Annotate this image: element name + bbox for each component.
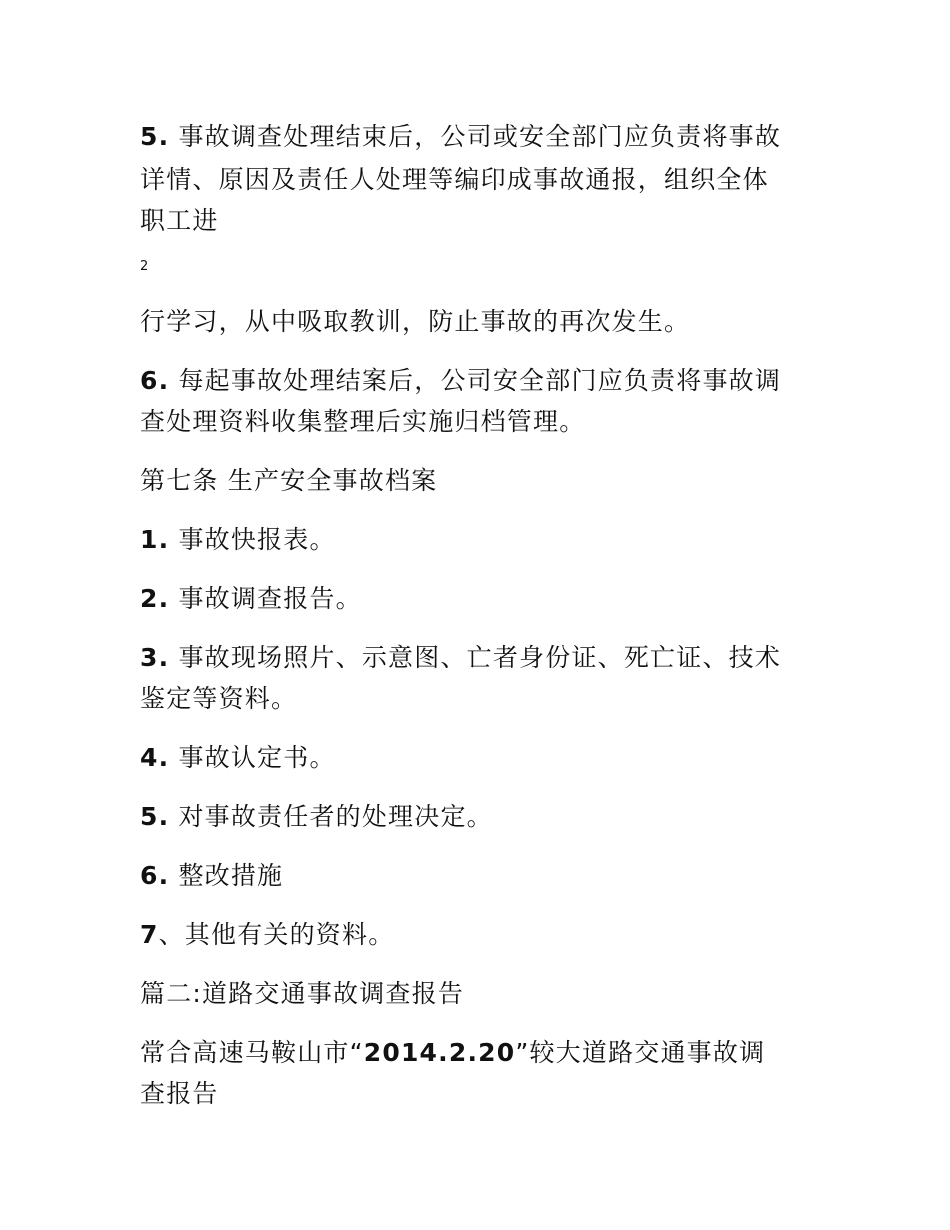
text-line-6 bbox=[140, 401, 585, 442]
text-line-2 bbox=[140, 159, 769, 200]
line-text: 整改措施 bbox=[178, 861, 284, 890]
line-text: 事故快报表。 bbox=[178, 525, 336, 554]
text-line-11 bbox=[140, 678, 297, 719]
list-number: 6. bbox=[140, 366, 170, 395]
section-heading bbox=[140, 460, 437, 501]
line-text: 第七条 生产安全事故档案 bbox=[140, 466, 438, 495]
list-number: 5. bbox=[140, 802, 170, 831]
page-number: 2 bbox=[140, 259, 149, 274]
text-line-5 bbox=[140, 360, 781, 401]
line-text: 详情、原因及责任人处理等编印成事故通报，组织全体 bbox=[140, 165, 769, 194]
line-text: 每起事故处理结案后，公司安全部门应负责将事故调 bbox=[178, 366, 782, 395]
line-text: 事故认定书。 bbox=[178, 743, 336, 772]
text-line-1 bbox=[140, 116, 781, 157]
line-text-post: ”较大道路交通事故调 bbox=[515, 1038, 766, 1067]
list-number: 6. bbox=[140, 861, 170, 890]
line-text: 篇二:道路交通事故调查报告 bbox=[140, 979, 465, 1008]
line-text: 查报告 bbox=[140, 1079, 219, 1108]
text-line-8 bbox=[140, 519, 336, 560]
line-text: 查处理资料收集整理后实施归档管理。 bbox=[140, 407, 586, 436]
text-line-4 bbox=[140, 301, 690, 342]
line-text-pre: 常合高速马鞍山市“ bbox=[140, 1038, 364, 1067]
line-text: 行学习，从中吸取教训，防止事故的再次发生。 bbox=[140, 307, 691, 336]
text-line-14 bbox=[140, 855, 283, 896]
line-text: 事故调查处理结束后，公司或安全部门应负责将事故 bbox=[178, 122, 782, 151]
list-number: 1. bbox=[140, 525, 170, 554]
line-text: 事故现场照片、示意图、亡者身份证、死亡证、技术 bbox=[178, 643, 782, 672]
date-code: 2014.2.20 bbox=[363, 1038, 516, 1067]
text-line-15 bbox=[140, 914, 394, 955]
list-number: 2. bbox=[140, 584, 170, 613]
text-line-9 bbox=[140, 578, 362, 619]
list-number: 7 bbox=[140, 920, 159, 949]
report-title-line-2 bbox=[140, 1073, 219, 1114]
chapter-heading bbox=[140, 973, 464, 1014]
text-line-10 bbox=[140, 637, 781, 678]
text-line-12 bbox=[140, 737, 336, 778]
line-text: 、其他有关的资料。 bbox=[158, 920, 395, 949]
list-number: 5. bbox=[140, 122, 170, 151]
text-line-3 bbox=[140, 200, 219, 241]
line-text: 对事故责任者的处理决定。 bbox=[178, 802, 493, 831]
report-title-line-1 bbox=[140, 1032, 765, 1073]
line-text: 职工进 bbox=[140, 206, 219, 235]
list-number: 4. bbox=[140, 743, 170, 772]
text-line-13 bbox=[140, 796, 493, 837]
line-text: 事故调查报告。 bbox=[178, 584, 362, 613]
list-number: 3. bbox=[140, 643, 170, 672]
line-text: 鉴定等资料。 bbox=[140, 684, 298, 713]
